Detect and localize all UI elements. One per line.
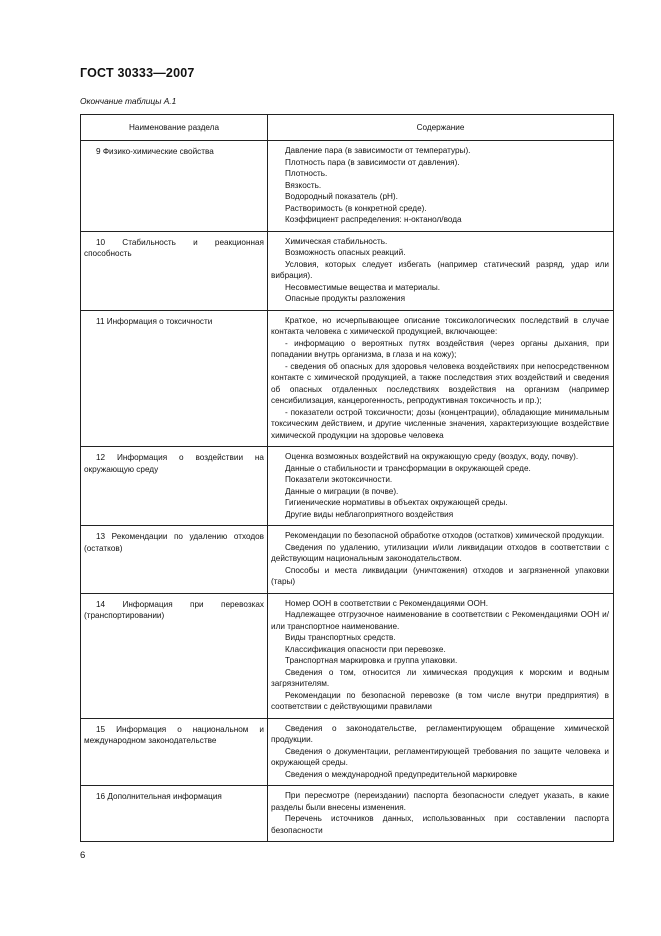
table-row [81, 593, 614, 718]
content-line: Возможность опасных реакций. [285, 248, 406, 257]
content-line: Плотность. [285, 169, 328, 178]
section-content-cell [268, 231, 614, 310]
content-line: Сведения о международной предупредительной маркировке [285, 769, 518, 779]
table-row [81, 526, 614, 594]
document-standard-header: ГОСТ 30333—2007 [80, 66, 195, 80]
section-name-cell [81, 141, 268, 232]
content-line: Способы и места ликвидации (уничтожения) отходов и загрязненной упаковки (тары) [271, 565, 609, 586]
table-row [81, 786, 614, 842]
content-line: Химическая стабильность. [285, 236, 388, 246]
content-line: Сведения по удалению, утилизации и/или ликвидации отходов в соответствии с действующим национальным законодательством. [271, 542, 609, 563]
content-line: Классификация опасности при перевозке. [285, 644, 446, 654]
content-line: Коэффициент распределения: н-октанол/вода [285, 215, 462, 224]
section-name-cell [81, 786, 268, 842]
content-line: Вязкость. [285, 180, 322, 190]
section-content-cell [268, 786, 614, 842]
content-line: Сведения о документации, регламентирующей требования по защите человека и окружающей среды. [271, 746, 609, 767]
section-content-cell [268, 718, 614, 786]
content-line: Условия, которых следует избегать (например статический разряд, удар или вибрация). [271, 259, 609, 280]
table-caption: Окончание таблицы А.1 [80, 96, 177, 106]
section-name-cell [81, 231, 268, 310]
section-name: 13 Рекомендации по удалению отходов (остатков) [84, 532, 264, 553]
content-line: Рекомендации по безопасной обработке отходов (остатков) химической продукции. [285, 531, 605, 540]
sds-sections-table [80, 114, 614, 842]
content-line: - информацию о вероятных путях воздействия (через органы дыхания, при попадании внутрь организма, в глаза и на кожу); [271, 338, 609, 359]
content-line: - сведения об опасных для здоровья человека воздействиях при непосредственном контакте с химической продукцией, а также последствия этих воздействий и сведения об опасных отдаленных последствиях воздействия на организм (например сенсибилизация, канцерогенность, репродуктивная токсичность и пр.); [271, 361, 609, 405]
section-name: 11 Информация о токсичности [96, 316, 213, 326]
content-line: Сведения о том, относится ли химическая продукция к морским и водным загрязнителям. [271, 667, 609, 688]
section-name: 10 Стабильность и реакционная способность [84, 237, 264, 258]
content-line: Перечень источников данных, использованных при составлении паспорта безопасности [271, 814, 609, 835]
content-line: Несовместимые вещества и материалы. [285, 282, 441, 292]
section-content-cell [268, 447, 614, 526]
content-line: Рекомендации по безопасной перевозке (в том числе внутри предприятия) в соответствии с действующими правилами [271, 690, 609, 711]
content-line: - показатели острой токсичности; дозы (концентрации), обладающие минимальным токсическим действием, и другие численные значения, характеризующие воздействие химической продукции на здоровье человека [271, 407, 609, 440]
section-name-cell [81, 593, 268, 718]
content-line: Данные о стабильности и трансформации в окружающей среде. [285, 463, 531, 473]
column-header-section: Наименование раздела [81, 115, 268, 141]
content-line: Краткое, но исчерпывающее описание токсикологических последствий в случае контакта человека с химической продукцией, включающее: [271, 315, 609, 336]
section-name: 14 Информация при перевозках (транспортировании) [84, 599, 264, 620]
content-line: Гигиенические нормативы в объектах окружающей среды. [285, 498, 508, 507]
content-line: Показатели экотоксичности. [285, 475, 393, 484]
section-content-cell [268, 526, 614, 594]
section-content-cell [268, 141, 614, 232]
section-name: 15 Информация о национальном и международном законодательстве [84, 724, 264, 745]
section-content-cell [268, 593, 614, 718]
section-name: 16 Дополнительная информация [96, 792, 222, 801]
section-name: 12 Информация о воздействии на окружающую среду [84, 453, 264, 474]
section-name: 9 Физико-химические свойства [96, 147, 214, 156]
content-line: Другие виды неблагоприятного воздействия [285, 509, 454, 519]
content-line: Надлежащее отгрузочное наименование в соответствии с Рекомендациями ООН и/или транспортное наименование. [271, 610, 609, 631]
column-header-content: Содержание [268, 115, 614, 141]
content-line: Номер ООН в соответствии с Рекомендациями ООН. [285, 598, 489, 608]
content-line: Давление пара (в зависимости от температуры). [285, 146, 471, 155]
content-line: При пересмотре (переиздании) паспорта безопасности следует указать, в какие разделы были внесены изменения. [271, 791, 609, 812]
section-content-cell [268, 310, 614, 447]
content-line: Виды транспортных средств. [285, 633, 396, 642]
section-name-cell [81, 526, 268, 594]
table-row [81, 231, 614, 310]
content-line: Водородный показатель (pH). [285, 192, 398, 201]
table-row [81, 310, 614, 447]
content-line: Опасные продукты разложения [285, 294, 406, 303]
content-line: Плотность пара (в зависимости от давления). [285, 157, 460, 167]
section-name-cell [81, 718, 268, 786]
content-line: Транспортная маркировка и группа упаковки. [285, 656, 458, 665]
content-line: Сведения о законодательстве, регламентирующем обращение химической продукции. [271, 723, 609, 744]
content-line: Растворимость (в конкретной среде). [285, 203, 427, 213]
section-name-cell [81, 310, 268, 447]
table-row [81, 447, 614, 526]
page-number: 6 [80, 850, 86, 861]
content-line: Оценка возможных воздействий на окружающую среду (воздух, воду, почву). [285, 452, 579, 461]
table-row [81, 141, 614, 232]
table-row [81, 718, 614, 786]
content-line: Данные о миграции (в почве). [285, 486, 399, 496]
section-name-cell [81, 447, 268, 526]
table-header-row [81, 115, 614, 141]
